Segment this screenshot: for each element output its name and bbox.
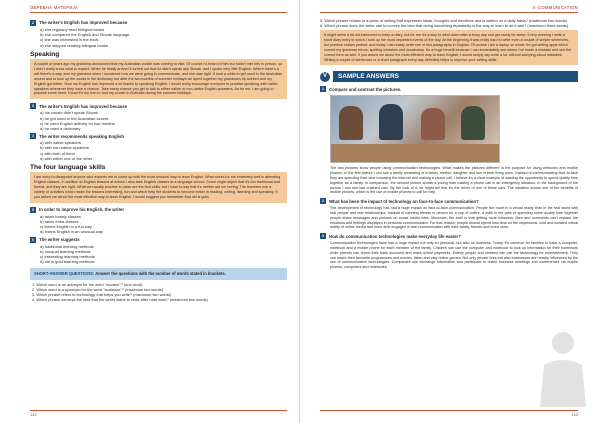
sample-q1-number: 1 [322,87,324,92]
short-answer-tag: SHORT-ANSWER QUESTIONS: [34,271,95,277]
q2-option-c: c) she was interested in the book [40,37,99,43]
short-answer-text: Answer the questions with the number of words stated in brackets. [95,271,226,277]
question-5-heading [30,207,287,213]
short-question-6: 6. Which phrase does the writer use to convey the idea that doing something repeatedly is the way to learn to do it well? (maximum three words) [320,23,569,28]
q5-option-b: b) takes extra classes [40,218,79,224]
left-running-head: ОБРЕБНА МАТЕРИЈА [30,5,79,10]
q2-option-b: b) she compared the English and Slovak language [40,32,130,38]
sample-q1-title: Compare and contrast the pictures. [329,86,402,92]
q3-option-a: a) his cousin didn't speak Slovak [40,110,98,116]
right-content [320,18,578,273]
question-3-heading [30,103,287,109]
person-watermark-icon [532,329,594,407]
question-2-number: 2 [32,21,34,25]
q5-option-d: d) learns English in an unusual way [40,229,103,235]
right-header-rule [320,12,578,13]
four-skills-text-box: I am sorry to disappoint anyone who expects me to come up with the most unusual way to learn English. What works for me extremely well is attending English classes. In addition to English lessons at school I also take English classes at a language school. Some might object that it's too traditional and formal, and they are right. What we usually practise in class are the four skills, but I have to say that it's neither old nor boring. The teachers use a variety of activities which make the lessons interesting, fun and which help the students to become better in reading, writing, listening and speaking. If you asked me about the most effective way to learn English, I would suggest you remember that old is gold. [30,172,287,203]
q6-option-b: b) unusual learning methods [40,248,91,254]
speaking-title: Speaking [30,50,60,58]
short-question-4: 4. Which phrase conveys the idea that the writer starts to relax after hard work? (maximum two words) [32,296,208,302]
q4-option-d: d) with either one or the other [40,155,93,161]
question-2-heading [30,20,287,26]
q4-option-a: a) with native speakers [40,140,81,146]
question-4-number: 4 [32,134,34,139]
short-question-5: 5. Which phrase relates to a piece of writing that expresses ideas, thoughts and emotions and is written on a daily basis? (maximum two words) [320,18,567,23]
sample-q2-heading [320,198,578,204]
four-skills-title: The four language skills [30,163,106,171]
q2-option-a: a) she regularly read bilingual books [40,27,105,32]
right-page-number: 143 [571,412,578,417]
sample-answers-header [320,71,578,82]
question-4-heading [30,133,287,139]
left-header-rule [30,12,287,13]
sample-answer-1: The two pictures show people using communication technologies. What makes the pictures different is the purpose for using networks and mobile phones. In the first picture I can see a family consisting of a father, mother, daughter and son in their living room. Instead of communicating face-to-face they are spending their time browsing the internet and making a phone call. I believe it's a clear example of wasting the opportunity to spend quality time together as a family. In comparison, the second picture shows a young man making a phone call in an emergency situation. In the background of the picture I can see two crashed cars. By the look of it, he might tell that it's the driver of one of these cars. The situation shows one of the benefits of mobile phones, which is the use of mobile phones to call for help. [330,166,578,195]
q6-option-d: d) old is gold learning methods [40,259,95,265]
q4-option-b: b) with non-native speakers [40,145,89,151]
speaking-text-box: A couple of years ago my grandma announced that my Australian cousin was coming to visit. Of course I'd heard of him but hadn't met him in person, so I didn't really know what to expect. When he finally arrived it turned out that he didn't speak any Slovak, and I spoke very little English. Where there's a will there's a way, and my grandma when I wondered how we were going to communicate, and she was right. It took a while to get used to the Australian accent and to look up the words in the dictionary but after the two months of summer holidays we spent together my grandma's tip worked and my English got better. Now my English has improved a lot thanks to speaking English. I would really encourage everyone to practise speaking with native speakers whenever they have a chance. Take every chance you get to talk to either native or non-native English speakers. As for me, I am going to practise some more. Know it's my turn to visit my cousin in Australia during the summer holidays. [30,59,287,99]
diary-text-box: It might seem a bit old-fashioned to keep a diary, but for me it's a way to wind down after a busy day and get ready for sleep. Every evening I write a short diary entry in which I sum up the most important events of the day. At the beginning it was really hard to write even a couple of simple sentences, but practice makes perfect, and today I can easily write one or two paragraphs in English. Of course I am a laptop so whole I'm got writing apps which correct my grammar errors, spelling mistakes and vocabulary. It's a huge benefit because I can immediately see where I've made a mistake and see the correct form as well. If you asked me about the most effective way to learn English, I would simply say write a lot, without worrying about mistakes. Writing a couple of sentences or a short paragraph every day definitely helps to improve your writing skills. [320,30,578,65]
q6-option-a: a) traditional learning methods [40,243,94,249]
question-3-title: The writer's English has improved because [39,103,128,109]
short-question-1: 1. Which word is an antonym for the word "modern"? (one word) [32,281,143,287]
question-3-number: 3 [32,104,34,109]
sample-answer-3: Communication technologies have had a huge impact not only on personal, but also on business. Today, it's common for families to have a computer, notebook and a mobile phone for each member of the family. Children can use the computer and notebook to look up information for their homework while parents can check their bank accounts and make online payments. Elderly people and children can use the technology for entertainment. They can watch their favourite programmes and movies, listen and play online games. Not only private lives but also businesses are heavily influenced by the use of communication technologies. Companies can exchange information and participate in online business meetings and conferences via mobile phones, computers and notebooks. [330,241,578,270]
sample-answer-2: The development of technology has had a huge impact on face-to-face communication. People live more in a virtual reality than in the real world with real people and real relationships. Instead of meeting friends in person for a cup of coffee, a walk in the park or spending some quality time together people share messages and pictures on social media sites. Moreover, the truth is that getting more followers, likes and comments can't replace the emotions and feelings displayed in personal communication. For that reason, people should spend less time on the impersonal, cold and isolated virtual reality of online media and more time engaged in real communication with their family, friends and loved ones. [330,206,578,230]
q3-option-c: c) he used English actively for two months [40,120,115,126]
question-6-title: The writer suggests [39,236,80,242]
right-running-head: V. COMMUNICATION [532,5,578,10]
left-content [30,18,287,302]
question-6-number: 6 [32,237,34,242]
short-question-3: 3. Which phrase refers to technology that helps you write? (maximum two words) [32,291,172,297]
sample-q1-heading [320,86,578,92]
left-page-number: 142 [30,412,37,417]
sample-q3-heading [320,233,578,239]
family-photo-image [330,95,500,163]
right-page [300,0,600,423]
short-answer-instructions [30,268,287,279]
q5-option-c: c) learns English in a fun way [40,224,93,230]
question-5-number: 5 [32,207,34,212]
short-question-2: 2. Which word is a synonym for the word "audience"? (maximum two words) [32,286,163,292]
question-4-title: The writer recommends speaking English [39,133,125,139]
question-5-title: In order to improve his English, the writer [39,207,124,213]
section-v-icon: V [320,72,330,82]
right-footer-rule [320,410,578,411]
question-6-heading [30,237,287,243]
q4-option-c: c) with both of them [40,150,75,156]
sample-q2-number: 2 [322,199,324,204]
q5-option-a: a) takes boring classes [40,213,81,219]
sample-answers-title: SAMPLE ANSWERS [333,71,578,82]
sample-q3-title: How do communication technologies make everyday life easier? [329,233,461,239]
left-footer-rule [30,410,287,411]
question-2-title: The writer's English has improved because [39,20,128,26]
q2-option-d: d) she skipped reading bilingual books [40,42,109,48]
q3-option-b: b) he got used to the Australian accent [40,115,109,121]
sample-q2-title: What has been the impact of technology on face-to-face communication? [329,198,479,204]
sample-q3-number: 3 [322,234,324,239]
q6-option-c: c) interesting learning methods [40,253,95,259]
q3-option-d: d) he used a dictionary [40,125,81,131]
